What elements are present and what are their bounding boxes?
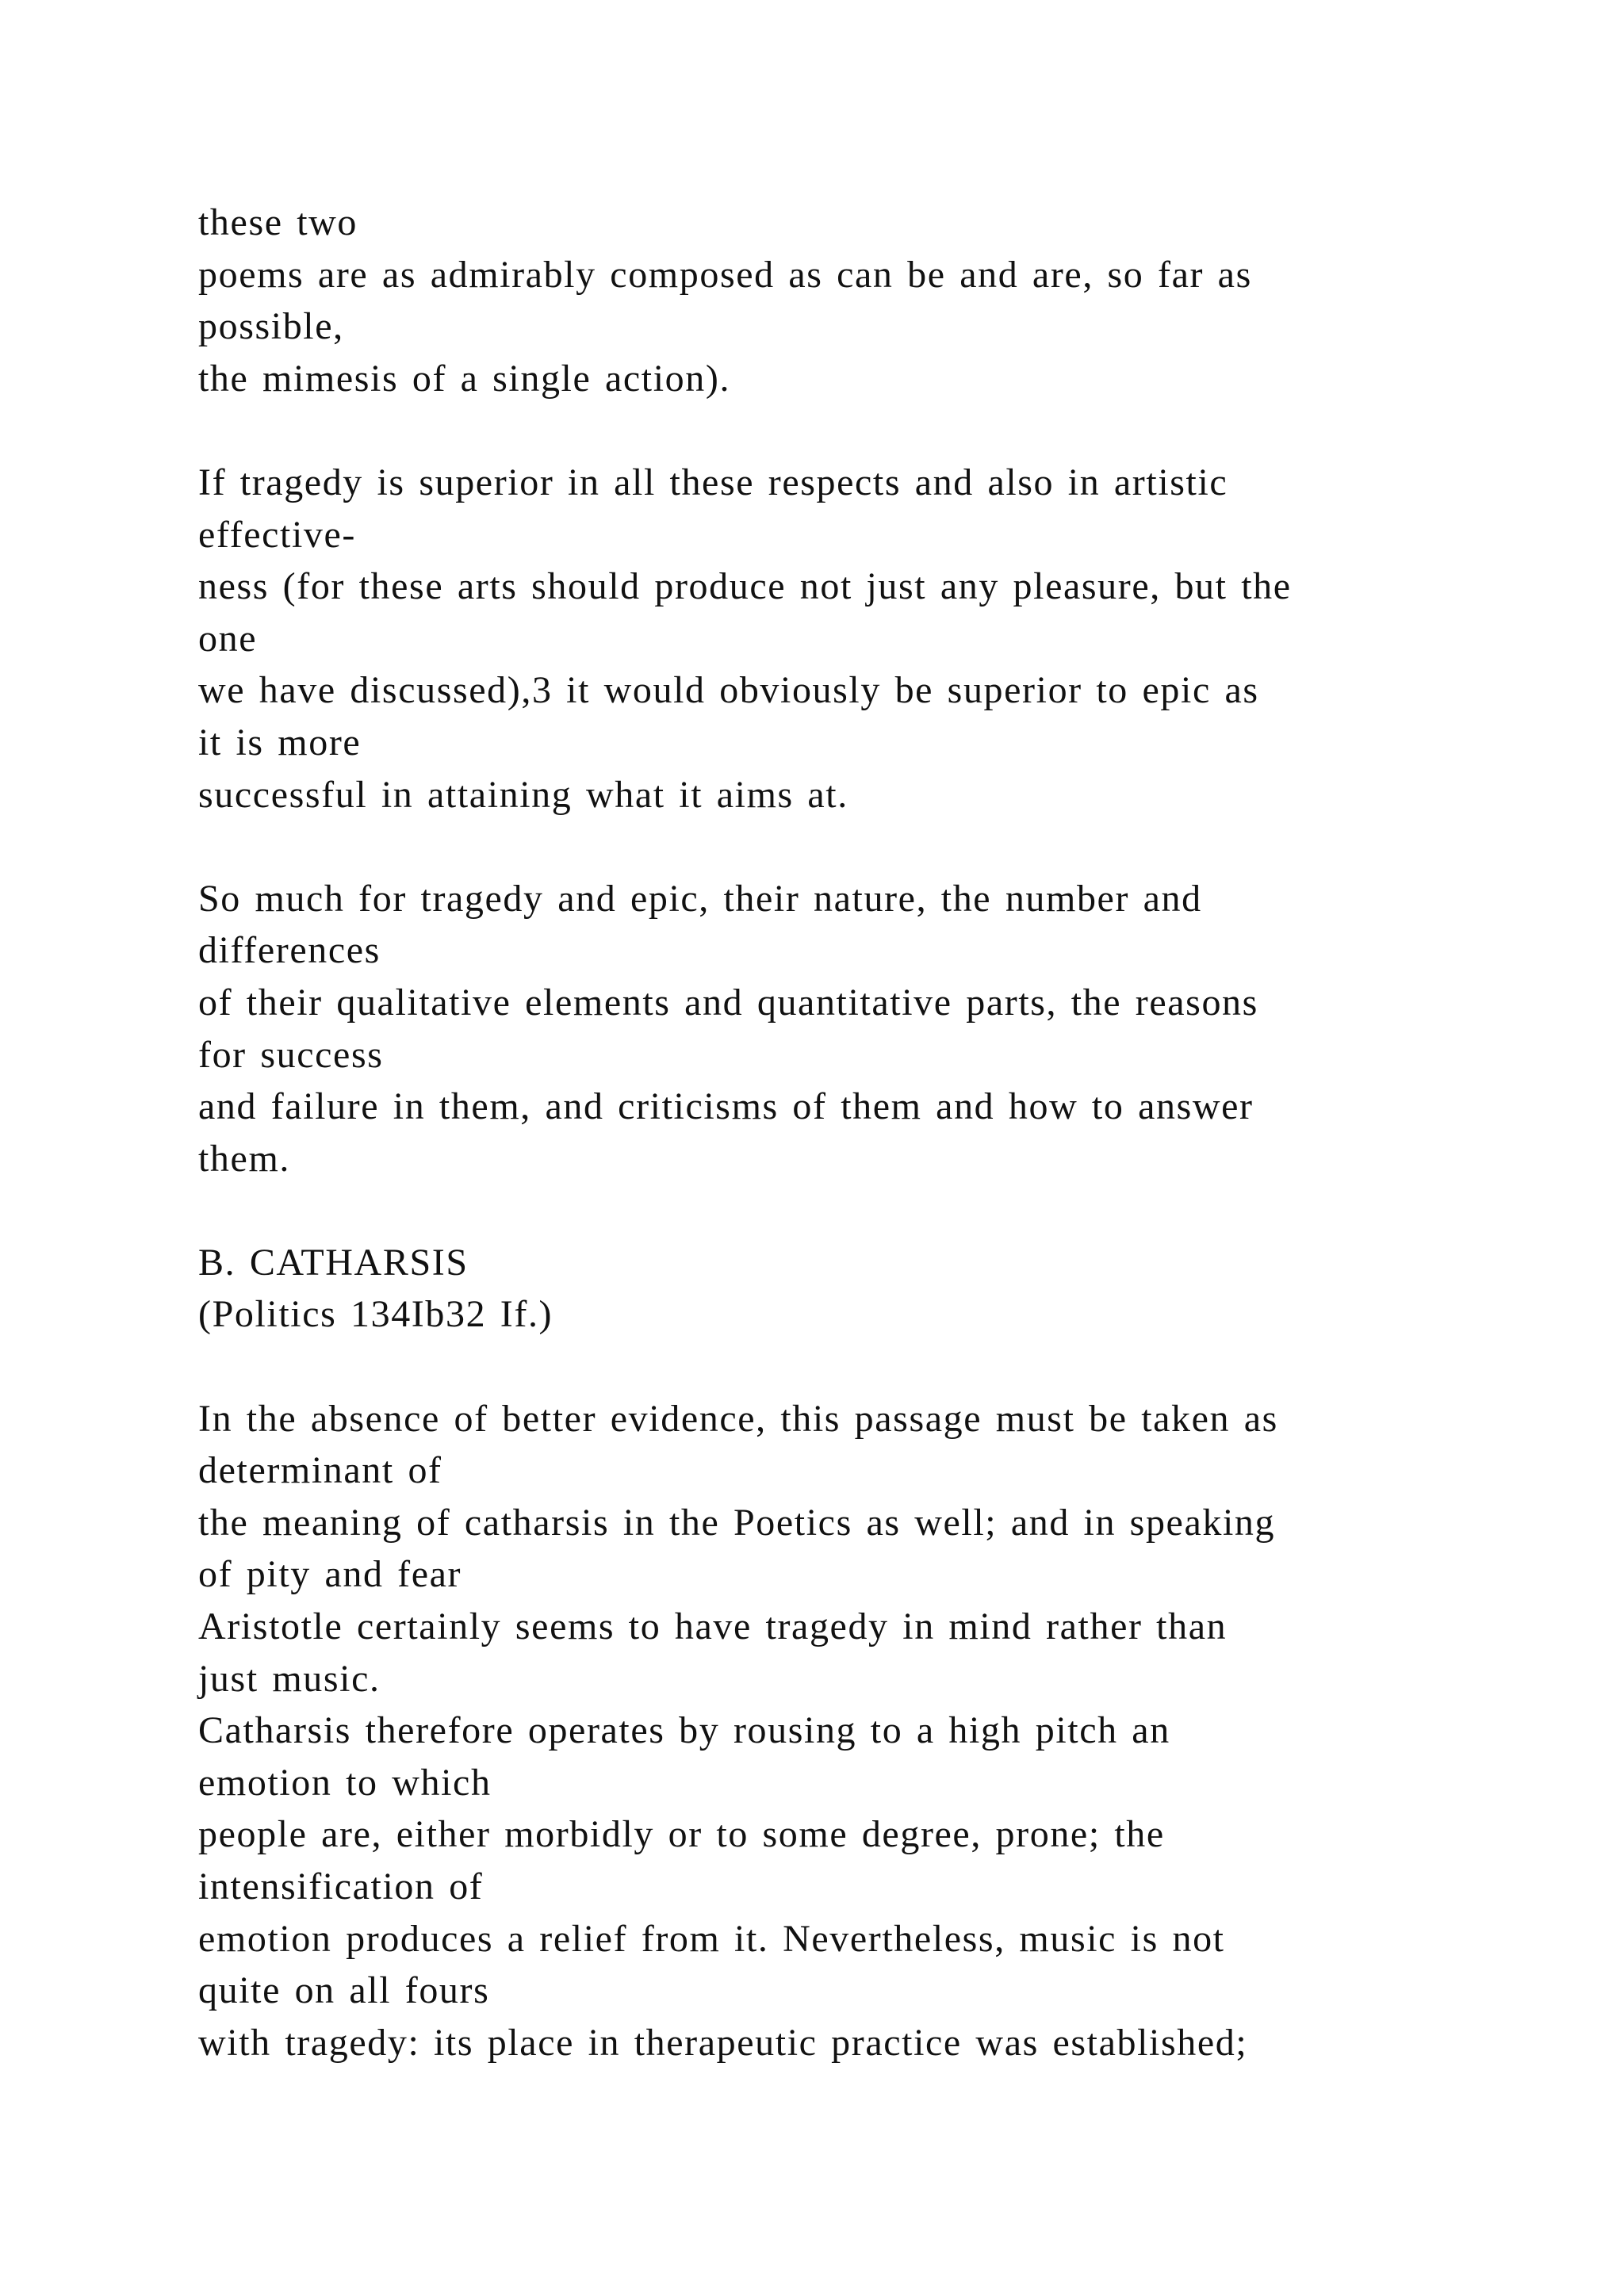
text-line: possible, — [198, 305, 344, 348]
text-line: So much for tragedy and epic, their nature, the number and — [198, 877, 1202, 920]
paragraph-gap — [198, 821, 1507, 873]
text-line: Aristotle certainly seems to have tragedy in mind rather than — [198, 1605, 1228, 1648]
section-title: B. CATHARSIS — [198, 1241, 469, 1284]
text-line: quite on all fours — [198, 1969, 490, 2012]
text-line: successful in attaining what it aims at. — [198, 773, 848, 816]
text-line: In the absence of better evidence, this passage must be taken as — [198, 1397, 1278, 1440]
text-line: differences — [198, 929, 381, 972]
text-line: of their qualitative elements and quantitative parts, the reasons — [198, 981, 1258, 1024]
paragraph-3 — [198, 873, 1507, 1185]
text-line: these two — [198, 201, 358, 243]
paragraph-gap — [198, 404, 1507, 457]
section-heading — [198, 1237, 1507, 1341]
document-page — [198, 197, 1507, 2068]
text-line: them. — [198, 1137, 290, 1180]
text-line: the mimesis of a single action). — [198, 357, 731, 400]
text-line: effective- — [198, 513, 356, 556]
section-citation: (Politics 134Ib32 If.) — [198, 1293, 553, 1336]
text-line: the meaning of catharsis in the Poetics as well; and in speaking — [198, 1501, 1276, 1544]
text-line: one — [198, 617, 258, 660]
text-line: of pity and fear — [198, 1553, 462, 1596]
text-line: just music. — [198, 1657, 381, 1700]
text-line: we have discussed),3 it would obviously be superior to epic as — [198, 669, 1259, 712]
paragraph-gap — [198, 1341, 1507, 1393]
text-line: determinant of — [198, 1449, 442, 1492]
text-line: and failure in them, and criticisms of them and how to answer — [198, 1085, 1254, 1128]
paragraph-4 — [198, 1393, 1507, 2069]
text-line: emotion produces a relief from it. Nevertheless, music is not — [198, 1917, 1225, 1960]
text-line: for success — [198, 1033, 384, 1076]
text-line: If tragedy is superior in all these respects and also in artistic — [198, 461, 1228, 503]
text-line: it is more — [198, 721, 362, 763]
text-line: ness (for these arts should produce not just any pleasure, but the — [198, 565, 1292, 608]
paragraph-gap — [198, 1184, 1507, 1237]
text-line: with tragedy: its place in therapeutic practice was established; — [198, 2021, 1248, 2064]
text-line: poems are as admirably composed as can be and are, so far as — [198, 253, 1252, 296]
text-line: emotion to which — [198, 1761, 492, 1804]
text-line: Catharsis therefore operates by rousing to a high pitch an — [198, 1709, 1170, 1752]
paragraph-1 — [198, 197, 1507, 404]
text-line: people are, either morbidly or to some degree, prone; the — [198, 1813, 1165, 1856]
text-line: intensification of — [198, 1866, 484, 1908]
paragraph-2 — [198, 457, 1507, 821]
